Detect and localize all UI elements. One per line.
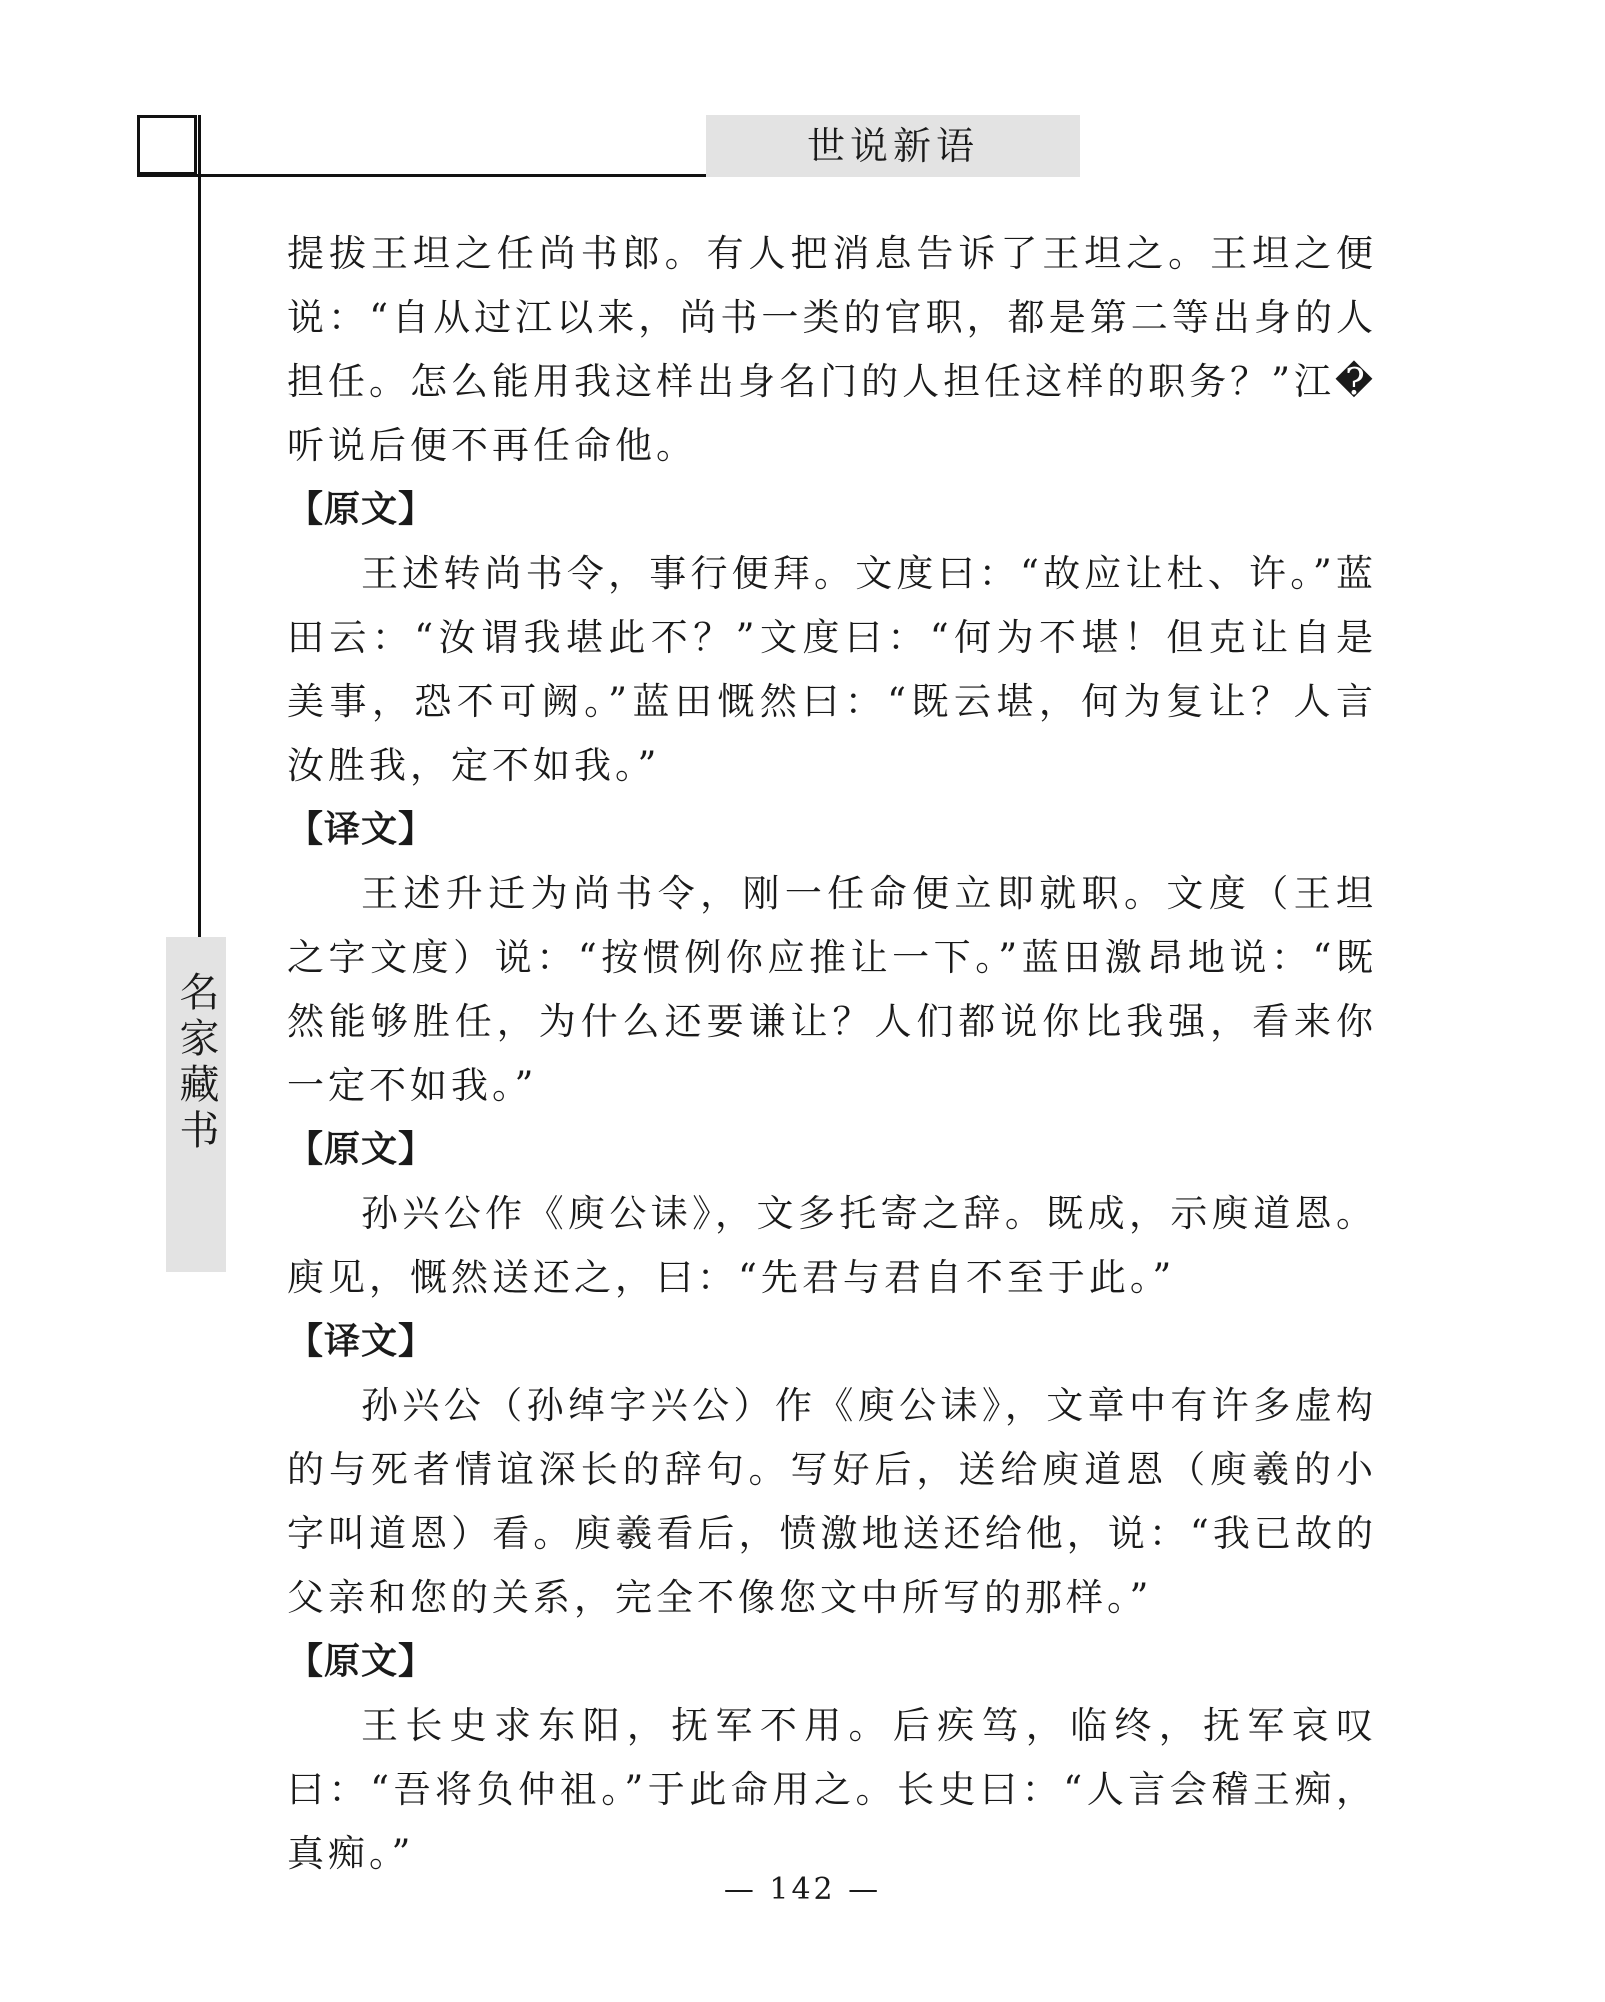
section-heading-translation: 【译文】 [287, 1321, 436, 1362]
section-heading-original: 【原文】 [287, 1129, 436, 1170]
paragraph-continued-translation: 提拔王坦之任尚书郎。有人把消息告诉了王坦之。王坦之便说：“自从过江以来，尚书一类的官职，都是第二等出身的人担任。怎么能用我这样出身名门的人担任这样的职务？”江�听说后便不再任命他。 [287, 232, 1377, 467]
section-heading-translation: 【译文】 [287, 809, 436, 850]
paragraph-original: 王述转尚书令，事行便拜。文度曰：“故应让杜、许。”蓝田云：“汝谓我堪此不？”文度曰：“何为不堪！但克让自是美事，恐不可阙。”蓝田慨然曰：“既云堪，何为复让？人言汝胜我，定不如我。” [287, 552, 1377, 787]
corner-box [137, 115, 197, 175]
paragraph-original: 孙兴公作《庾公诔》，文多托寄之辞。既成，示庾道恩。庾见，慨然送还之，曰：“先君与君自不至于此。” [287, 1192, 1377, 1299]
running-title: 世说新语 [706, 115, 1080, 177]
side-tab-label: 名家藏书 [173, 971, 219, 1155]
paragraph-translation: 孙兴公（孙绰字兴公）作《庾公诔》，文章中有许多虚构的与死者情谊深长的辞句。写好后，送给庾道恩（庾羲的小字叫道恩）看。庾羲看后，愤激地送还给他，说：“我已故的父亲和您的关系，完全不像您文中所写的那样。” [287, 1384, 1377, 1619]
section-heading-original: 【原文】 [287, 1641, 436, 1682]
page-number: — 142 — [723, 1872, 882, 1907]
paragraph-translation: 王述升迁为尚书令，刚一任命便立即就职。文度（王坦之字文度）说：“按惯例你应推让一下。”蓝田激昂地说：“既然能够胜任，为什么还要谦让？人们都说你比我强，看来你一定不如我。” [287, 872, 1377, 1107]
vertical-rule [198, 115, 201, 939]
header-rule [137, 174, 709, 177]
page-body [287, 222, 1377, 1886]
paragraph-original: 王长史求东阳，抚军不用。后疾笃，临终，抚军哀叹曰：“吾将负仲祖。”于此命用之。长史曰：“人言会稽王痴，真痴。” [287, 1704, 1377, 1875]
section-heading-original: 【原文】 [287, 489, 436, 530]
side-tab [166, 937, 226, 1272]
